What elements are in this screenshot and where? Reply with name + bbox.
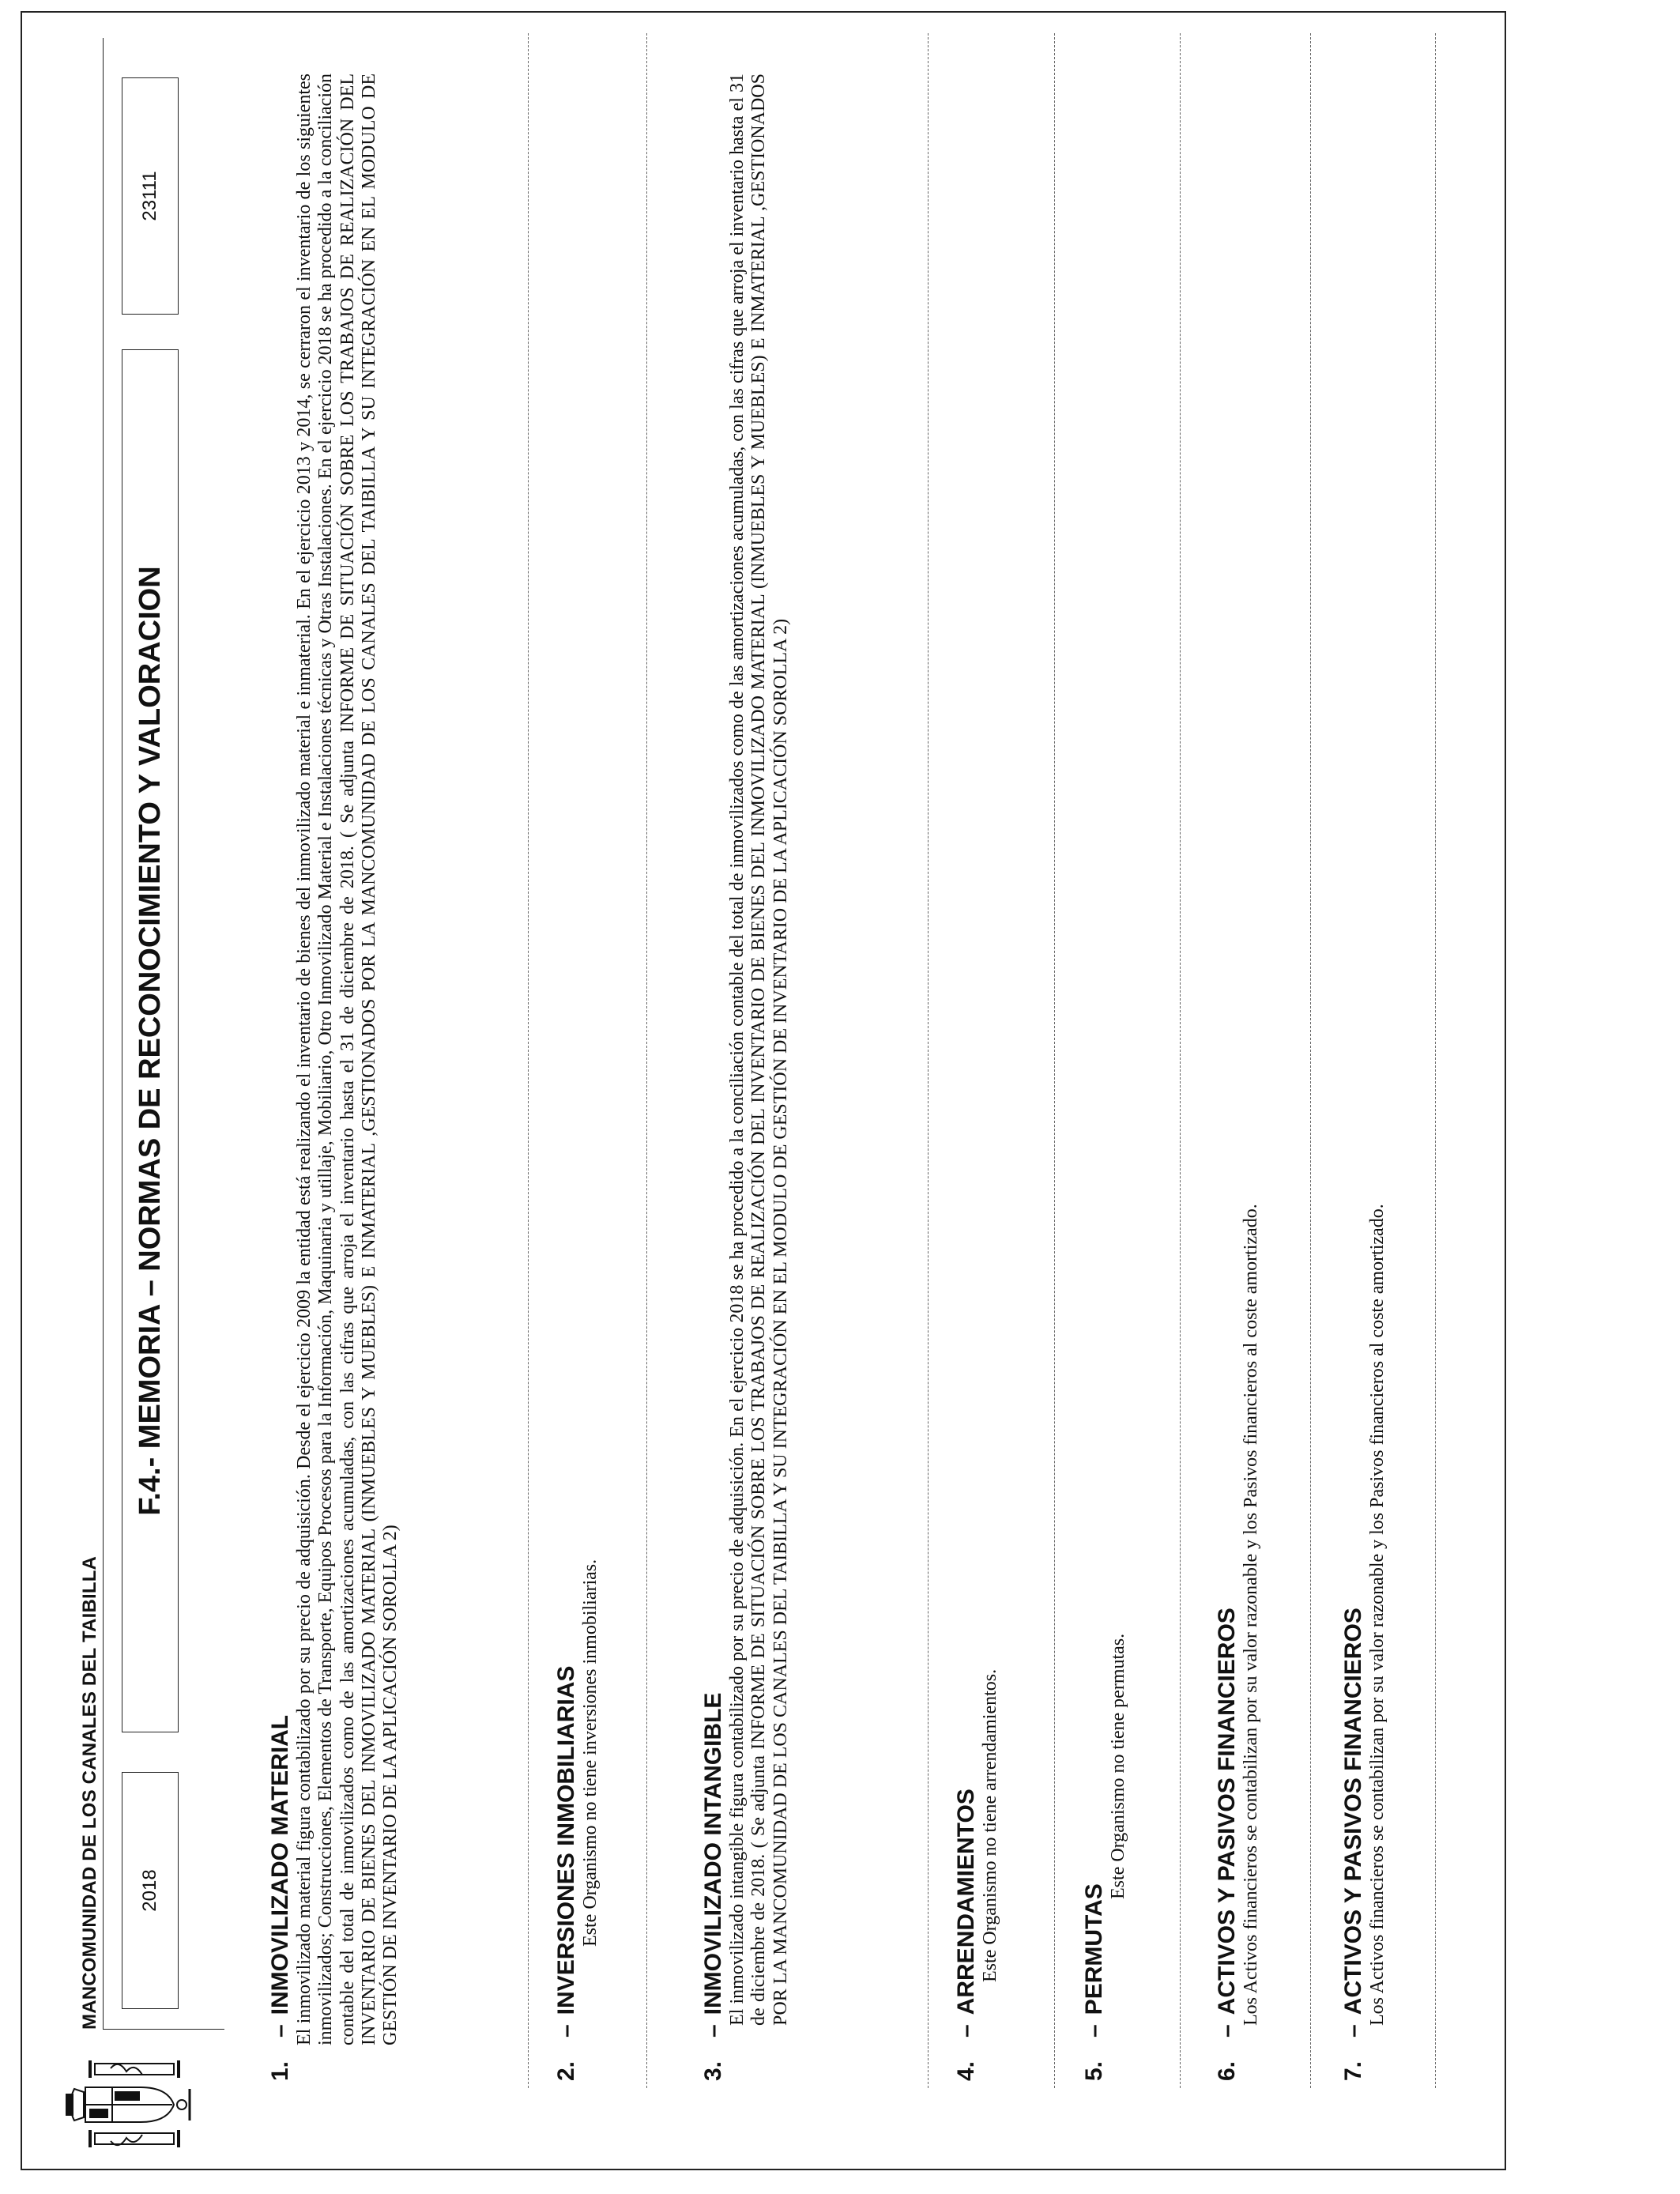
section-inmovilizado-material: [267, 74, 401, 2081]
section-body: Los Activos financieros se contabilizan por su valor razonable y los Pasivos financieros al coste amortizado.: [1367, 1204, 1388, 2026]
section-body: Este Organismo no tiene inversiones inmobiliarias.: [580, 1559, 601, 1947]
section-divider: [1310, 33, 1311, 2088]
section-activos-pasivos-financieros: [1214, 74, 1262, 2081]
section-heading: [1340, 74, 1367, 2081]
section-number: 3.: [700, 2060, 726, 2081]
section-body: Los Activos financieros se contabilizan por su valor razonable y los Pasivos financieros al coste amortizado.: [1241, 1204, 1261, 2026]
section-body: Este Organismo no tiene permutas.: [1108, 1633, 1128, 1899]
section-inmovilizado-intangible: [700, 74, 792, 2081]
section-title: PERMUTAS: [1081, 1883, 1107, 2015]
section-number: 5.: [1081, 2060, 1107, 2081]
section-dash: –: [1214, 2024, 1240, 2038]
section-number: 4.: [953, 2060, 979, 2081]
section-divider: [528, 33, 529, 2088]
section-heading: [1214, 74, 1241, 2081]
section-divider: [646, 33, 647, 2088]
section-number: 6.: [1214, 2060, 1240, 2081]
section-dash: –: [700, 2024, 726, 2038]
section-heading: [953, 74, 980, 2081]
section-title: INMOVILIZADO INTANGIBLE: [700, 1692, 726, 2015]
year-box: 2018: [122, 1772, 179, 2009]
section-divider: [928, 33, 929, 2088]
section-dash: –: [953, 2024, 979, 2038]
section-heading: [267, 74, 294, 2081]
section-permutas: [1081, 74, 1129, 2081]
section-title: INVERSIONES INMOBILIARIAS: [553, 1665, 579, 2015]
section-dash: –: [1081, 2024, 1107, 2038]
section-inversiones-inmobiliarias: [553, 74, 601, 2081]
section-heading: [1081, 74, 1108, 2081]
rotated-sheet: [22, 13, 1508, 2172]
section-heading: [553, 74, 580, 2081]
header-left-rule: [103, 2029, 224, 2030]
section-dash: –: [1340, 2024, 1366, 2038]
section-body: El inmovilizado intangible figura contabilizado por su precio de adquisición. En el ejercicio 2018 se ha procedido a la conciliación contable del total de inmovilizados como de las amortizaciones acumuladas, con las cifras que arroja el inventario hasta el 31 de diciembre de 2018. ( Se adjunta INFORME DE SITUACIÓN SOBRE LOS TRABAJOS DE REALIZACIÓN DEL INVENTARIO DE BIENES DEL INMOVILIZADO MATERIAL (INMUEBLES Y MUEBLES) E INMATERIAL ,GESTIONADOS POR LA MANCOMUNIDAD DE LOS CANALES DEL TAIBILLA Y SU INTEGRACIÓN EN EL MODULO DE GESTIÓN DE INVENTARIO DE LA APLICACIÓN SOROLLA 2): [727, 74, 791, 2026]
section-heading: [700, 74, 727, 2081]
section-title: ACTIVOS Y PASIVOS FINANCIEROS: [1214, 1608, 1240, 2015]
section-number: 7.: [1340, 2060, 1366, 2081]
section-title: ACTIVOS Y PASIVOS FINANCIEROS: [1340, 1608, 1366, 2015]
section-title: INMOVILIZADO MATERIAL: [267, 1714, 293, 2015]
page-frame: [21, 11, 1506, 2170]
section-arrendamientos: [953, 74, 1001, 2081]
section-activos-pasivos-financieros-2: [1340, 74, 1388, 2081]
section-number: 2.: [553, 2060, 579, 2081]
coat-of-arms-logo: [63, 2057, 198, 2152]
page-title: F.4.- MEMORIA – NORMAS DE RECONOCIMIENTO Y VALORACION: [122, 349, 179, 1732]
section-divider: [1180, 33, 1181, 2088]
section-number: 1.: [267, 2060, 293, 2081]
section-dash: –: [553, 2024, 579, 2038]
entity-name: MANCOMUNIDAD DE LOS CANALES DEL TAIBILLA: [79, 1555, 100, 2030]
section-dash: –: [267, 2024, 293, 2038]
header-rule: [103, 38, 104, 2030]
section-body: El inmovilizado material figura contabilizado por su precio de adquisición. Desde el ejercicio 2009 la entidad está realizando el inventario de bienes del inmovilizado material e inmaterial. En el ejercicio 2013 y 2014, se cerraron el inventario de los siguientes inmovilizados; Construcciones, Elementos de Transporte, Equipos Procesos para la Información, Maquinaria y utillaje, Mobiliario, Otro Inmovilizado Material e Instalaciones técnicas y Otras Instalaciones. En el ejercicio 2018 se ha procedido a la conciliación contable del total de inmovilizados como de las amortizaciones acumuladas, con las cifras que arroja el inventario hasta el 31 de diciembre de 2018. ( Se adjunta INFORME DE SITUACIÓN SOBRE LOS TRABAJOS DE REALIZACIÓN DEL INVENTARIO DE BIENES DEL INMOVILIZADO MATERIAL (INMUEBLES Y MUEBLES) E INMATERIAL ,GESTIONADOS POR LA MANCOMUNIDAD DE LOS CANALES DEL TAIBILLA Y SU INTEGRACIÓN EN EL MODULO DE GESTIÓN DE INVENTARIO DE LA APLICACIÓN SOROLLA 2): [294, 74, 401, 2045]
section-divider: [1054, 33, 1055, 2088]
code-box: 23111: [122, 77, 179, 315]
section-title: ARRENDAMIENTOS: [953, 1789, 979, 2015]
section-body: Este Organismo no tiene arrendamientos.: [980, 1668, 1000, 1982]
section-divider: [1435, 33, 1436, 2088]
